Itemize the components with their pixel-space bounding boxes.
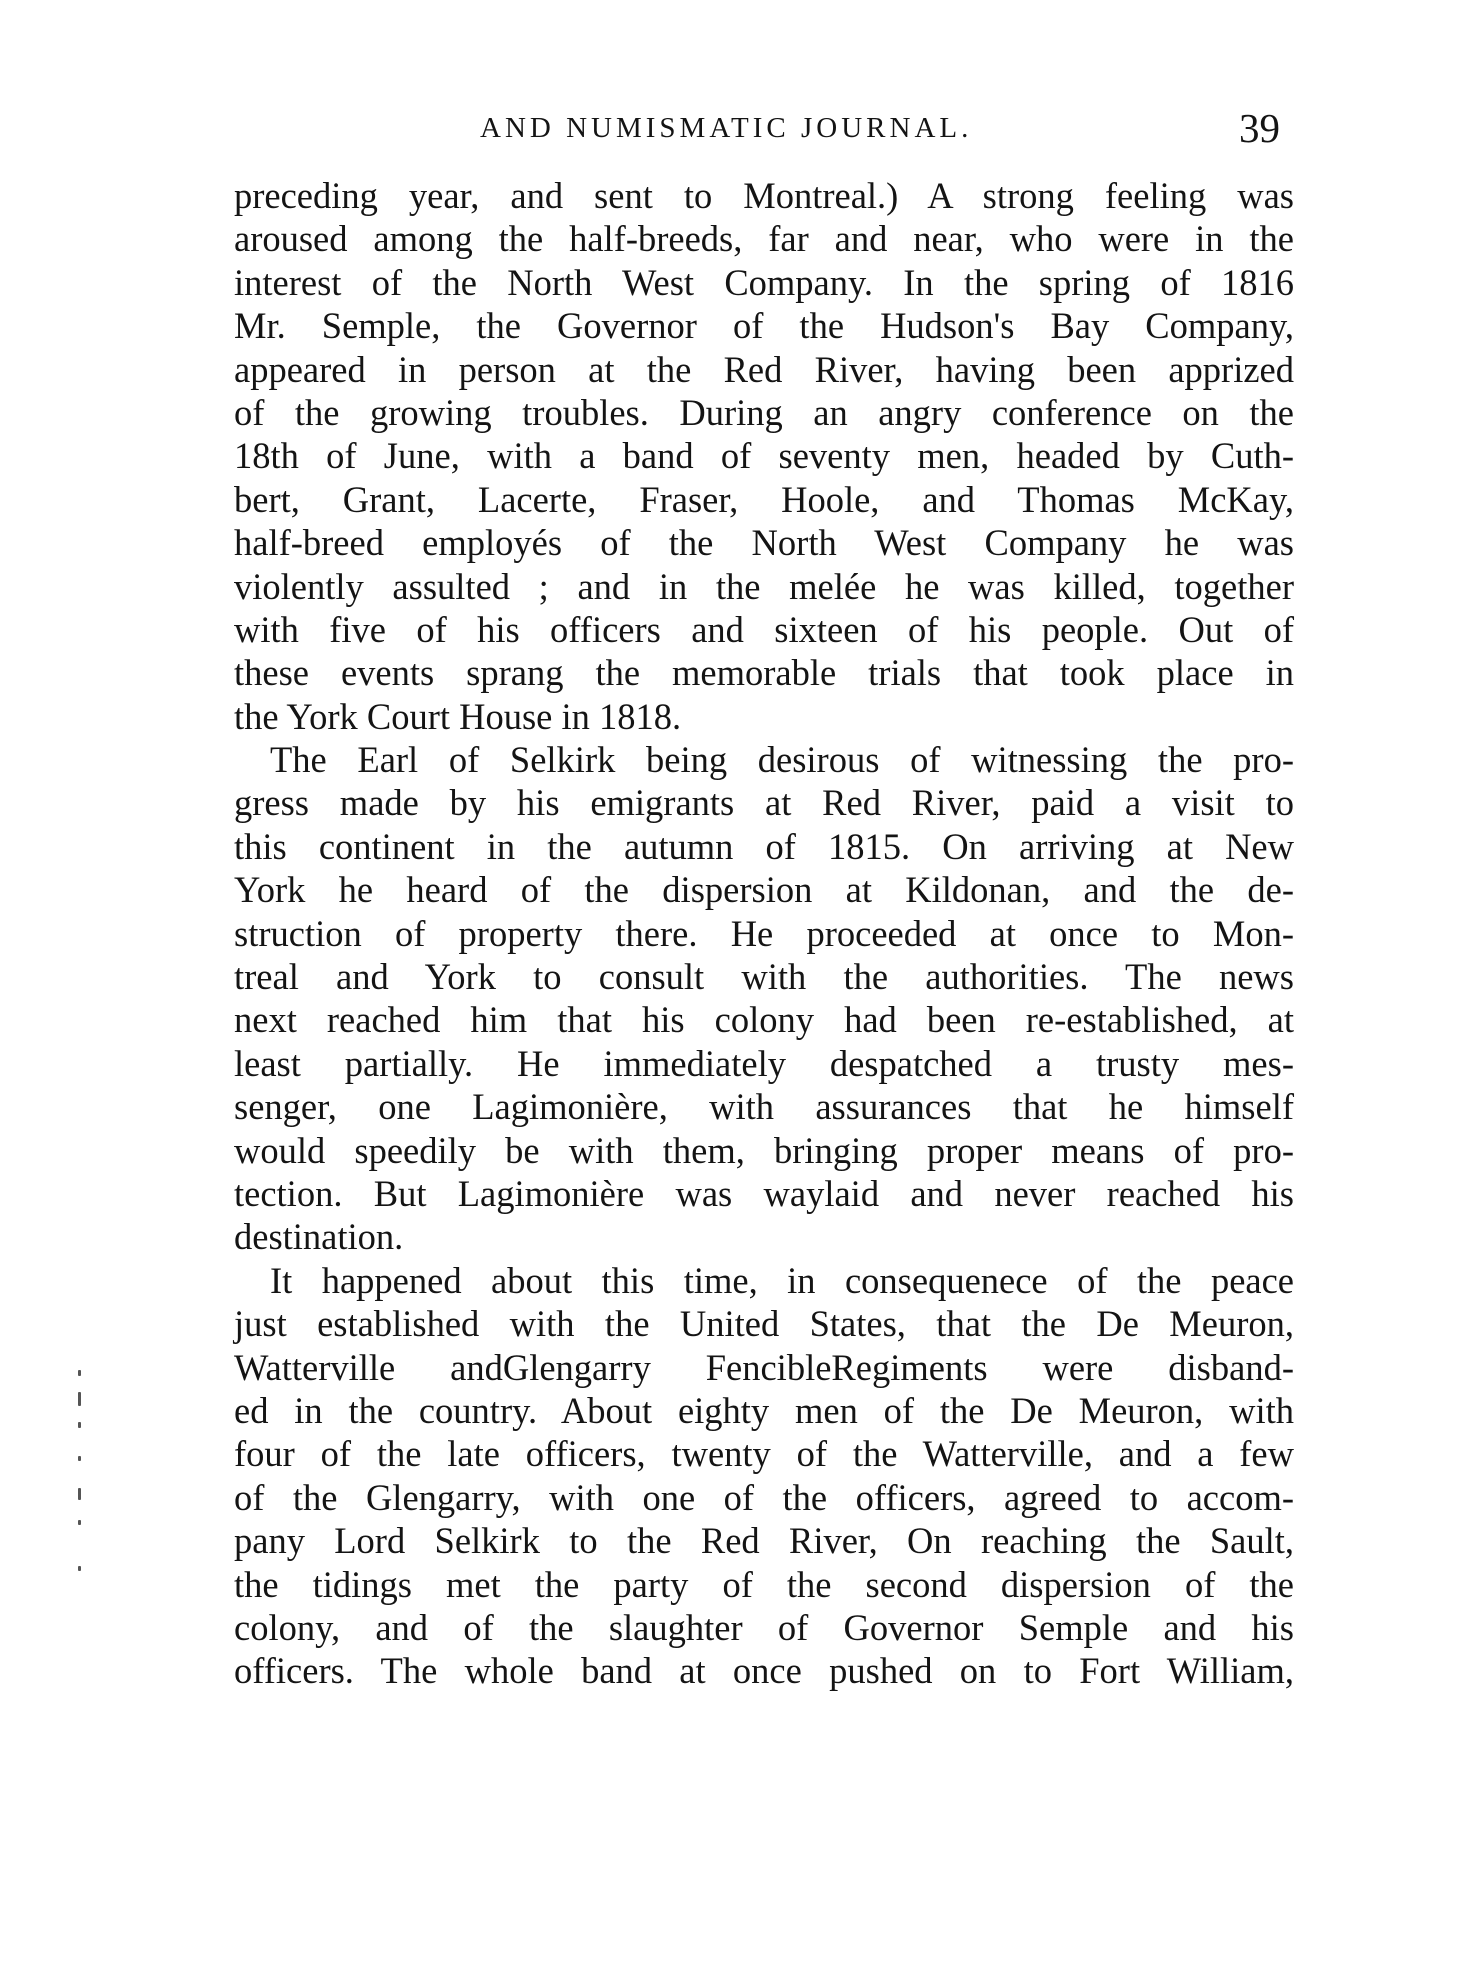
- text-line: The Earl of Selkirk being desirous of witnessing the pro-: [270, 739, 1294, 781]
- text-line: destination.: [234, 1216, 404, 1258]
- running-head: [234, 104, 1294, 164]
- text-line: Mr. Semple, the Governor of the Hudson's Bay Company,: [234, 305, 1294, 347]
- text-line: struction of property there. He proceeded at once to Mon-: [234, 912, 1294, 954]
- text-line: pany Lord Selkirk to the Red River, On reaching the Sault,: [234, 1520, 1294, 1562]
- text-line: just established with the United States, that the De Meuron,: [234, 1303, 1294, 1345]
- text-line: of the Glengarry, with one of the officers, agreed to accom-: [234, 1476, 1294, 1518]
- text-line: Watterville andGlengarry FencibleRegiments were disband-: [234, 1346, 1294, 1388]
- paragraph-1: [234, 174, 1294, 738]
- text-line: interest of the North West Company. In the spring of 1816: [234, 261, 1294, 303]
- text-line: appeared in person at the Red River, having been apprized: [234, 348, 1294, 390]
- text-line: aroused among the half-breeds, far and near, who were in the: [234, 218, 1294, 260]
- text-line: preceding year, and sent to Montreal.) A strong feeling was: [234, 175, 1294, 216]
- page-number: 39: [1239, 105, 1280, 151]
- text-line: four of the late officers, twenty of the Watterville, and a few: [234, 1433, 1294, 1475]
- text-line: these events sprang the memorable trials that took place in: [234, 652, 1294, 694]
- paragraph-2: [234, 738, 1294, 1259]
- text-line: this continent in the autumn of 1815. On arriving at New: [234, 825, 1294, 867]
- running-title: AND NUMISMATIC JOURNAL.: [480, 112, 973, 144]
- text-line: York he heard of the dispersion at Kildonan, and the de-: [234, 869, 1294, 911]
- text-line: half-breed employés of the North West Company he was: [234, 522, 1294, 564]
- body-text: [234, 174, 1294, 1693]
- paragraph-3: [234, 1259, 1294, 1693]
- text-line: would speedily be with them, bringing proper means of pro-: [234, 1129, 1294, 1171]
- text-line: gress made by his emigrants at Red River, paid a visit to: [234, 782, 1294, 824]
- text-line: officers. The whole band at once pushed on to Fort William,: [234, 1650, 1294, 1692]
- text-line: least partially. He immediately despatched a trusty mes-: [234, 1042, 1294, 1084]
- text-line: of the growing troubles. During an angry conference on the: [234, 391, 1294, 433]
- text-line: violently assulted ; and in the melée he was killed, together: [234, 565, 1294, 607]
- text-line: tection. But Lagimonière was waylaid and never reached his: [234, 1172, 1294, 1214]
- text-line: treal and York to consult with the authorities. The news: [234, 956, 1294, 998]
- text-line: the tidings met the party of the second dispersion of the: [234, 1563, 1294, 1605]
- text-line: 18th of June, with a band of seventy men, headed by Cuth-: [234, 435, 1294, 477]
- text-line: colony, and of the slaughter of Governor Semple and his: [234, 1606, 1294, 1648]
- text-line: senger, one Lagimonière, with assurances that he himself: [234, 1086, 1294, 1128]
- text-line: It happened about this time, in consequenece of the peace: [270, 1259, 1294, 1301]
- text-line: ed in the country. About eighty men of the De Meuron, with: [234, 1389, 1294, 1431]
- binding-margin-specks: [74, 1370, 86, 1580]
- text-line: the York Court House in 1818.: [234, 695, 682, 737]
- text-line: next reached him that his colony had been re-established, at: [234, 999, 1294, 1041]
- text-line: with five of his officers and sixteen of his people. Out of: [234, 608, 1294, 650]
- text-line: bert, Grant, Lacerte, Fraser, Hoole, and Thomas McKay,: [234, 478, 1294, 520]
